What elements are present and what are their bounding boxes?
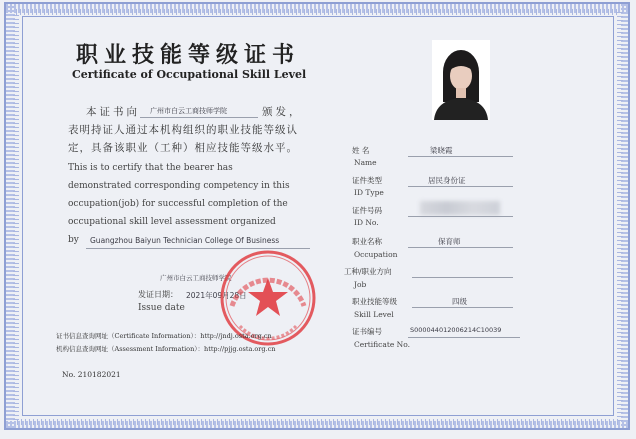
cn-line3: 定，具备该职业（工种）相应技能等级水平。: [68, 142, 298, 154]
cert-info-url: 证书信息查询网址（Certificate Information）：http://jndj.osta.org.cn: [56, 332, 272, 340]
en-line4: occupational skill level assessment organized: [68, 217, 276, 227]
en-line2: demonstrated corresponding competency in this: [68, 181, 290, 191]
field-label-cn: 证件类型: [352, 176, 382, 185]
institution-name: 广州市白云工商技师学院: [150, 107, 227, 115]
field-label-en: Skill Level: [354, 310, 394, 319]
field-value: S000044012006214C10039: [410, 326, 502, 334]
field-label-cn: 职业技能等级: [352, 297, 397, 306]
holder-photo: [432, 40, 490, 120]
issue-date-value: 2021年09月28日: [186, 291, 247, 300]
field-value: 梁晓霞: [430, 146, 453, 155]
title-cn: 职业技能等级证书: [76, 42, 301, 68]
issuer-small: 广州市白云工商技师学院: [160, 274, 232, 282]
field-label-en: ID No.: [354, 218, 379, 227]
portrait-image: [432, 40, 490, 120]
assess-info-url: 机构信息查询网址（Assessment Information）：http://pjjg.osta.org.cn: [56, 345, 276, 353]
cn-line1-suffix: 颁发，: [262, 106, 303, 118]
field-label-en: Certificate No.: [354, 340, 411, 349]
field-label-cn: 姓 名: [352, 146, 370, 155]
field-value: 四级: [452, 297, 467, 306]
field-label-en: Name: [354, 158, 377, 167]
organizer-name: Guangzhou Baiyun Technician College Of Business: [90, 236, 280, 245]
redacted-id-number: [420, 201, 500, 215]
field-label-en: ID Type: [354, 188, 384, 197]
field-value: 保育师: [438, 237, 461, 246]
cn-line2: 表明持证人通过本机构组织的职业技能等级认: [68, 124, 298, 136]
en-line5-prefix: by: [68, 235, 79, 245]
en-line3: occupation(job) for successful completion of the: [68, 199, 288, 209]
field-label-en: Job: [354, 280, 367, 289]
issue-date-label-en: Issue date: [138, 303, 185, 313]
title-en: Certificate of Occupational Skill Level: [72, 68, 307, 81]
field-label-cn: 证件号码: [352, 206, 382, 215]
field-label-cn: 证书编号: [352, 327, 382, 336]
field-label-cn: 工种/职业方向: [344, 267, 392, 276]
cn-line1-prefix: 本证书向: [86, 106, 140, 118]
serial-number: No. 210182021: [62, 370, 121, 379]
en-line1: This is to certify that the bearer has: [68, 163, 233, 173]
field-label-cn: 职业名称: [352, 237, 382, 246]
field-value: 居民身份证: [428, 176, 466, 185]
issue-date-label-cn: 发证日期：: [138, 290, 178, 299]
field-label-en: Occupation: [354, 250, 398, 259]
